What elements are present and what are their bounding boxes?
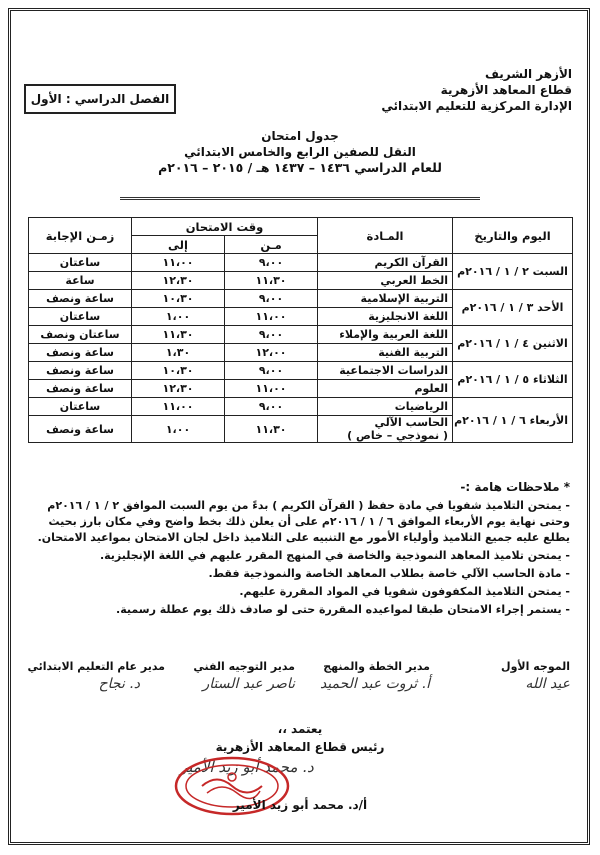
- from-cell: ٩،٠٠: [225, 326, 318, 344]
- signature-title: مدير عام التعليم الابتدائي: [27, 660, 165, 673]
- to-cell: ١٢،٣٠: [132, 272, 225, 290]
- exam-schedule-table: [28, 217, 573, 443]
- duration-cell: ساعة ونصف: [29, 362, 132, 380]
- president-handwritten-signature: د. محمد أبو زيد الأمير: [180, 758, 314, 776]
- subject-cell: [318, 416, 453, 443]
- duration-cell: ساعة: [29, 272, 132, 290]
- handwritten-signature: عيد الله: [525, 676, 570, 692]
- subject-name: الرياضيات: [394, 400, 449, 413]
- subject-name: القرآن الكريم: [374, 256, 449, 269]
- duration-cell: ساعة ونصف: [29, 290, 132, 308]
- from-cell: ١١،٠٠: [225, 308, 318, 326]
- day-date-cell: السبت ٢ / ١ / ٢٠١٦م: [453, 254, 573, 290]
- to-cell: ١،٠٠: [132, 416, 225, 443]
- note-item: - يمتحن التلاميذ شفويا في مادة حفظ ( القرآن الكريم ) بدءً من يوم السبت الموافق ٢ / ١ / ٢٠١٦م وحتى نهاية يوم الأربعاء الموافق ٦ / ١ / ٢٠١٦م على أن يعلن ذلك بخط واضح وفي مكان بارز بحيث يطلع عليه جميع التلاميذ وأولياء الأمور مع التنبيه على التلاميذ داخل لجان الامتحان بمواعيد الامتحان.: [25, 498, 570, 546]
- header-line-1: الأزهر الشريف: [484, 67, 572, 81]
- subject-cell: [318, 380, 453, 398]
- header-line-2: قطاع المعاهد الأزهرية: [440, 83, 572, 97]
- subject-name: التربية الإسلامية: [360, 292, 449, 305]
- to-cell: ١١،٠٠: [132, 398, 225, 416]
- header-subject: المـادة: [318, 218, 453, 254]
- day-date-cell: الأحد ٣ / ١ / ٢٠١٦م: [453, 290, 573, 326]
- from-cell: ١٢،٠٠: [225, 344, 318, 362]
- from-cell: ٩،٠٠: [225, 290, 318, 308]
- table-row: [29, 326, 573, 344]
- president-name: أ/د. محمد أبو زيد الأمير: [232, 798, 368, 812]
- from-cell: ٩،٠٠: [225, 362, 318, 380]
- subject-cell: [318, 272, 453, 290]
- duration-cell: ساعتان ونصف: [29, 326, 132, 344]
- from-cell: ١١،٣٠: [225, 272, 318, 290]
- note-item: - مادة الحاسب الآلي خاصة بطلاب المعاهد الخاصة والنموذجية فقط.: [25, 566, 570, 582]
- approval-label: يعتمد ،،: [277, 722, 323, 736]
- subject-name: الحاسب الآلي: [374, 416, 449, 429]
- term-box: الفصل الدراسي : الأول: [24, 84, 176, 114]
- president-title: رئيس قطاع المعاهد الأزهرية: [215, 740, 385, 754]
- header-from: مـن: [225, 236, 318, 254]
- signature-title: الموجه الأول: [501, 660, 570, 673]
- to-cell: ١،٣٠: [132, 344, 225, 362]
- from-cell: ١١،٠٠: [225, 380, 318, 398]
- day-date-cell: الثلاثاء ٥ / ١ / ٢٠١٦م: [453, 362, 573, 398]
- subject-name: التربية الفنية: [378, 346, 449, 359]
- subject-name: الخط العربي: [380, 274, 449, 287]
- title-line-1: جدول امتحان: [261, 129, 339, 143]
- subject-note: ( نموذجي – خاص ): [347, 429, 449, 442]
- note-item: - يمتحن تلاميذ المعاهد النموذجية والخاصة في المنهج المقرر عليهم في اللغة الإنجليزية.: [25, 548, 570, 564]
- subject-name: اللغة الانجليزية: [368, 310, 449, 323]
- to-cell: ١٢،٣٠: [132, 380, 225, 398]
- table-row: [29, 254, 573, 272]
- notes-list: [25, 498, 570, 620]
- to-cell: ١٠،٣٠: [132, 290, 225, 308]
- subject-cell: [318, 254, 453, 272]
- table-row: [29, 290, 573, 308]
- subject-cell: [318, 308, 453, 326]
- duration-cell: ساعة ونصف: [29, 344, 132, 362]
- header-to: إلى: [132, 236, 225, 254]
- day-date-cell: الاثنين ٤ / ١ / ٢٠١٦م: [453, 326, 573, 362]
- handwritten-signature: أ. ثروت عبد الحميد: [319, 676, 430, 692]
- title-divider: [120, 197, 480, 200]
- header-duration: زمـن الإجابة: [29, 218, 132, 254]
- table-row: [29, 398, 573, 416]
- from-cell: ٩،٠٠: [225, 254, 318, 272]
- handwritten-signature: ناصر عبد الستار: [202, 676, 295, 692]
- header-day: اليوم والتاريخ: [453, 218, 573, 254]
- duration-cell: ساعتان: [29, 254, 132, 272]
- note-item: - يستمر إجراء الامتحان طبقا لمواعيده المقررة حتى لو صادف ذلك يوم عطلة رسمية.: [25, 602, 570, 618]
- signatures-row: [20, 660, 580, 710]
- to-cell: ١١،٠٠: [132, 254, 225, 272]
- to-cell: ١١،٣٠: [132, 326, 225, 344]
- notes-title: * ملاحظات هامة :-: [460, 480, 570, 494]
- from-cell: ٩،٠٠: [225, 398, 318, 416]
- duration-cell: ساعة ونصف: [29, 380, 132, 398]
- subject-name: العلوم: [414, 382, 449, 395]
- from-cell: ١١،٣٠: [225, 416, 318, 443]
- subject-cell: [318, 398, 453, 416]
- signature-title: مدير التوجيه الفني: [193, 660, 295, 673]
- to-cell: ١،٠٠: [132, 308, 225, 326]
- title-line-2: النقل للصفين الرابع والخامس الابتدائي: [184, 145, 416, 159]
- header-time: وقت الامتحان: [132, 218, 318, 236]
- subject-cell: [318, 326, 453, 344]
- to-cell: ١٠،٣٠: [132, 362, 225, 380]
- subject-name: الدراسات الاجتماعية: [339, 364, 449, 377]
- duration-cell: ساعة ونصف: [29, 416, 132, 443]
- subject-cell: [318, 362, 453, 380]
- subject-name: اللغة العربية والإملاء: [339, 328, 449, 341]
- header-line-3: الإدارة المركزية للتعليم الابتدائي: [381, 99, 572, 113]
- document-titles: [120, 128, 480, 176]
- duration-cell: ساعتان: [29, 398, 132, 416]
- table-row: [29, 362, 573, 380]
- subject-cell: [318, 344, 453, 362]
- day-date-cell: الأربعاء ٦ / ١ / ٢٠١٦م: [453, 398, 573, 443]
- institution-header: [342, 66, 572, 114]
- subject-cell: [318, 290, 453, 308]
- duration-cell: ساعتان: [29, 308, 132, 326]
- note-item: - يمتحن التلاميذ المكفوفون شفويا في المواد المقررة عليهم.: [25, 584, 570, 600]
- handwritten-signature: د. نجاح: [98, 676, 140, 692]
- signature-title: مدير الخطة والمنهج: [323, 660, 430, 673]
- title-line-3: للعام الدراسي ١٤٣٦ – ١٤٣٧ هـ / ٢٠١٥ – ٢٠١٦م: [158, 160, 442, 175]
